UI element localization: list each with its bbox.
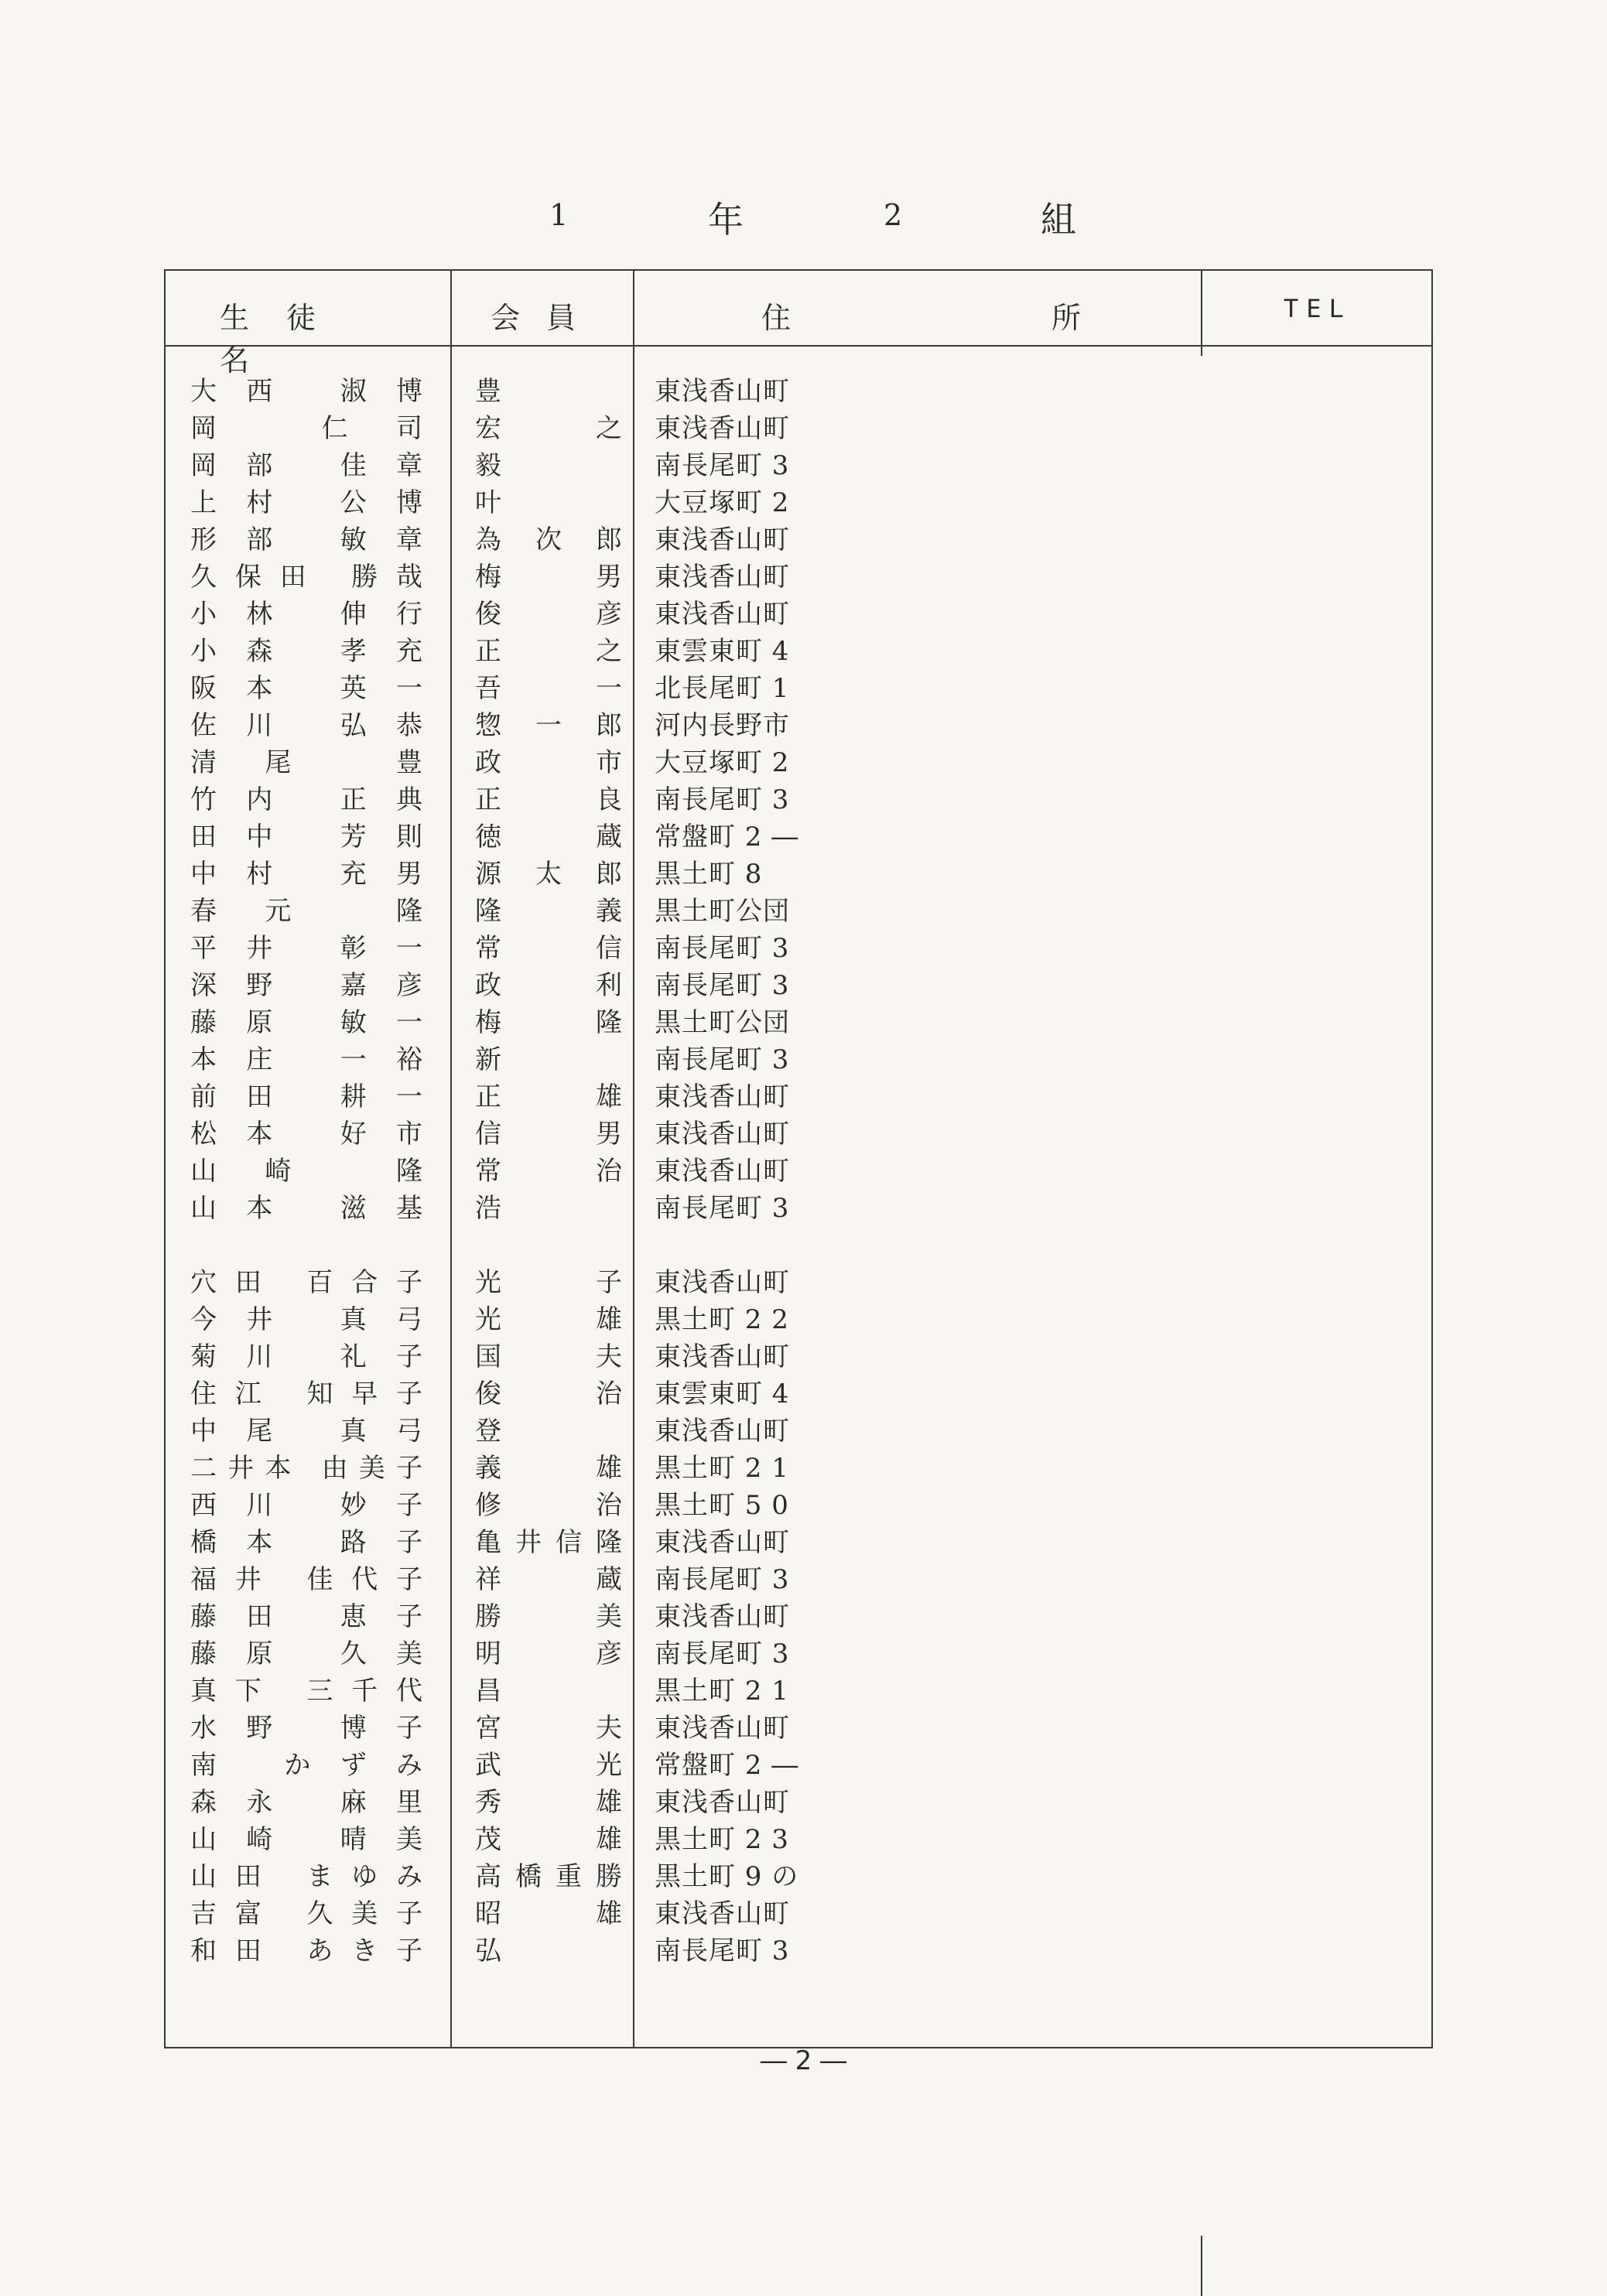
- column-divider: [1201, 271, 1202, 356]
- title-class: 2: [884, 198, 903, 232]
- parent-name: 常 信: [475, 933, 622, 964]
- parent-name: 徳 蔵: [475, 822, 622, 852]
- table-row: [166, 521, 1434, 559]
- parent-name: 宏 之: [475, 413, 622, 444]
- student-name: 田中 芳則: [190, 822, 422, 852]
- student-name: 岡部 佳章: [190, 450, 422, 481]
- parent-name: 浩: [475, 1193, 501, 1224]
- parent-name: 俊 彦: [475, 599, 622, 630]
- parent-name: 国 夫: [475, 1341, 622, 1372]
- student-name: 住江 知早子: [190, 1379, 422, 1409]
- header-parent: 会員: [491, 301, 603, 335]
- student-name: 藤原 久美: [190, 1638, 422, 1669]
- parent-name: 叶: [475, 487, 501, 518]
- parent-name: 毅: [475, 450, 501, 481]
- page-title: [0, 192, 1607, 241]
- student-name: 深野 嘉彦: [190, 970, 422, 1001]
- student-name: 真下 三千代: [190, 1676, 422, 1707]
- table-row: [166, 373, 1434, 410]
- parent-name: 登: [475, 1416, 501, 1447]
- student-name: 和田 あき子: [190, 1936, 422, 1966]
- student-name: 西川 妙子: [190, 1490, 422, 1521]
- table-row: [166, 1895, 1434, 1932]
- parent-name: 梅 男: [475, 562, 622, 593]
- student-name: 松本 好市: [190, 1119, 422, 1150]
- address: 黒土町 9 の: [655, 1861, 799, 1892]
- parent-name: 昌: [475, 1676, 501, 1707]
- table-row: [166, 1078, 1434, 1116]
- address: 黒土町公団: [655, 1007, 790, 1038]
- table-row: [166, 1153, 1434, 1190]
- address: 黒土町 2 1: [655, 1453, 789, 1484]
- address: 東浅香山町: [655, 1713, 790, 1744]
- parent-name: 光 雄: [475, 1304, 622, 1335]
- address: 東浅香山町: [655, 1119, 790, 1150]
- parent-name: 高橋重勝: [475, 1861, 622, 1892]
- table-row: [166, 1598, 1434, 1635]
- address: 南長尾町 3: [655, 1638, 790, 1669]
- student-name: 南 かずみ: [190, 1750, 422, 1781]
- student-name: 小林 伸行: [190, 599, 422, 630]
- address: 南長尾町 3: [655, 450, 790, 481]
- parent-name: 正 之: [475, 636, 622, 667]
- address: 東浅香山町: [655, 562, 790, 593]
- address: 東雲東町 4: [655, 1379, 790, 1409]
- student-name: 岡 仁司: [190, 413, 422, 444]
- address: 黒土町 8: [655, 859, 763, 890]
- table-row: [166, 1004, 1434, 1041]
- parent-name: 正 雄: [475, 1081, 622, 1112]
- table-row: [166, 967, 1434, 1004]
- table-row: [166, 1116, 1434, 1153]
- table-row: [166, 1858, 1434, 1895]
- parent-name: 宮 夫: [475, 1713, 622, 1744]
- address: 南長尾町 3: [655, 1044, 790, 1075]
- student-name: 穴田 百合子: [190, 1267, 422, 1298]
- address: 南長尾町 3: [655, 933, 790, 964]
- parent-name: 明 彦: [475, 1638, 622, 1669]
- student-name: 竹内 正典: [190, 784, 422, 815]
- table-row: [166, 1450, 1434, 1487]
- student-name: 山崎 晴美: [190, 1824, 422, 1855]
- table-row: [166, 1375, 1434, 1413]
- student-name: 中尾 真弓: [190, 1416, 422, 1447]
- student-name: 形部 敏章: [190, 524, 422, 555]
- table-row: [166, 1524, 1434, 1561]
- parent-name: 義 雄: [475, 1453, 622, 1484]
- student-name: 菊川 礼子: [190, 1341, 422, 1372]
- address: 黒土町 2 2: [655, 1304, 789, 1335]
- parent-name: 弘: [475, 1936, 501, 1966]
- student-name: 春元 隆: [190, 896, 422, 927]
- parent-name: 隆 義: [475, 896, 622, 927]
- address: 大豆塚町 2: [655, 747, 790, 778]
- table-row: [166, 818, 1434, 856]
- student-name: 平井 彰一: [190, 933, 422, 964]
- address: 東浅香山町: [655, 1267, 790, 1298]
- address: 黒土町 2 3: [655, 1824, 789, 1855]
- student-name: 橋本 路子: [190, 1527, 422, 1558]
- address: 東浅香山町: [655, 599, 790, 630]
- student-name: 前田 耕一: [190, 1081, 422, 1112]
- parent-name: 秀 雄: [475, 1787, 622, 1818]
- student-name: 山崎 隆: [190, 1156, 422, 1187]
- student-name: 二井本 由美子: [190, 1453, 422, 1484]
- student-name: 清尾 豊: [190, 747, 422, 778]
- address: 東浅香山町: [655, 1527, 790, 1558]
- student-name: 福井 佳代子: [190, 1564, 422, 1595]
- parent-name: 梅 隆: [475, 1007, 622, 1038]
- table-row: [166, 633, 1434, 670]
- table-row: [166, 1747, 1434, 1784]
- parent-name: 祥 蔵: [475, 1564, 622, 1595]
- address: 南長尾町 3: [655, 1564, 790, 1595]
- student-name: 阪本 英一: [190, 673, 422, 704]
- parent-name: 昭 雄: [475, 1898, 622, 1929]
- table-row: [166, 744, 1434, 781]
- address: 南長尾町 3: [655, 1193, 790, 1224]
- table-row: [166, 1821, 1434, 1858]
- table-row: [166, 1413, 1434, 1450]
- student-name: 大西 淑博: [190, 376, 422, 407]
- parent-name: 信 男: [475, 1119, 622, 1150]
- student-name: 久保田 勝哉: [190, 562, 422, 593]
- parent-name: 惣一郎: [475, 710, 622, 741]
- table-row: [166, 484, 1434, 521]
- table-row: [166, 596, 1434, 633]
- address: 北長尾町 1: [655, 673, 790, 704]
- address: 南長尾町 3: [655, 970, 790, 1001]
- address: 黒土町 2 1: [655, 1676, 789, 1707]
- address: 東浅香山町: [655, 1601, 790, 1632]
- parent-name: 武 光: [475, 1750, 622, 1781]
- table-row: [166, 447, 1434, 484]
- parent-name: 亀井信隆: [475, 1527, 622, 1558]
- parent-name: 常 治: [475, 1156, 622, 1187]
- parent-name: 為次郎: [475, 524, 622, 555]
- table-row: [166, 1487, 1434, 1524]
- student-name: 藤原 敏一: [190, 1007, 422, 1038]
- address: 東浅香山町: [655, 1081, 790, 1112]
- student-name: 小森 孝充: [190, 636, 422, 667]
- student-name: 森永 麻里: [190, 1787, 422, 1818]
- table-row: [166, 1672, 1434, 1710]
- address: 黒土町 5 0: [655, 1490, 789, 1521]
- roster-table: [164, 269, 1433, 2048]
- parent-name: 政 市: [475, 747, 622, 778]
- parent-name: 吾 一: [475, 673, 622, 704]
- student-name: 今井 真弓: [190, 1304, 422, 1335]
- student-name: 上村 公博: [190, 487, 422, 518]
- table-row: [166, 1784, 1434, 1821]
- parent-name: 政 利: [475, 970, 622, 1001]
- address: 東雲東町 4: [655, 636, 790, 667]
- parent-name: 俊 治: [475, 1379, 622, 1409]
- table-row: [166, 893, 1434, 930]
- parent-name: 源太郎: [475, 859, 622, 890]
- table-row: [166, 1301, 1434, 1338]
- title-kumi: 組: [1041, 199, 1076, 241]
- address: 常盤町 2 ―: [655, 822, 799, 852]
- address: 東浅香山町: [655, 413, 790, 444]
- student-name: 山田 まゆみ: [190, 1861, 422, 1892]
- table-row: [166, 410, 1434, 447]
- group-spacer: [166, 1227, 1434, 1264]
- header-address: 住: [761, 301, 792, 335]
- address: 河内長野市: [655, 710, 790, 741]
- address: 東浅香山町: [655, 1898, 790, 1929]
- parent-name: 茂 雄: [475, 1824, 622, 1855]
- parent-name: 光 子: [475, 1267, 622, 1298]
- roster-rows: [166, 373, 1434, 1970]
- table-row: [166, 1710, 1434, 1747]
- table-row: [166, 1561, 1434, 1598]
- table-row: [166, 1190, 1434, 1227]
- title-grade: 1: [549, 198, 569, 232]
- address: 南長尾町 3: [655, 784, 790, 815]
- page-number: ― 2 ―: [760, 2045, 847, 2076]
- parent-name: 修 治: [475, 1490, 622, 1521]
- address: 東浅香山町: [655, 524, 790, 555]
- address: 黒土町公団: [655, 896, 790, 927]
- table-row: [166, 707, 1434, 744]
- parent-name: 勝 美: [475, 1601, 622, 1632]
- address: 大豆塚町 2: [655, 487, 790, 518]
- column-divider: [1201, 2236, 1202, 2296]
- address: 東浅香山町: [655, 1787, 790, 1818]
- table-row: [166, 1338, 1434, 1375]
- table-row: [166, 1635, 1434, 1672]
- parent-name: 豊: [475, 376, 501, 407]
- header-address: 所: [1051, 301, 1082, 335]
- table-row: [166, 781, 1434, 818]
- address: 東浅香山町: [655, 376, 790, 407]
- table-row: [166, 1932, 1434, 1970]
- table-row: [166, 670, 1434, 707]
- address: 東浅香山町: [655, 1156, 790, 1187]
- student-name: 吉富 久美子: [190, 1898, 422, 1929]
- student-name: 水野 博子: [190, 1713, 422, 1744]
- student-name: 中村 充男: [190, 859, 422, 890]
- table-row: [166, 1041, 1434, 1078]
- header-tel: TEL: [1284, 294, 1352, 323]
- address: 南長尾町 3: [655, 1936, 790, 1966]
- student-name: 本庄 一裕: [190, 1044, 422, 1075]
- address: 東浅香山町: [655, 1341, 790, 1372]
- parent-name: 新: [475, 1044, 501, 1075]
- table-row: [166, 1264, 1434, 1301]
- title-nen: 年: [708, 199, 744, 241]
- address: 常盤町 2 ―: [655, 1750, 799, 1781]
- table-row: [166, 559, 1434, 596]
- student-name: 山本 滋基: [190, 1193, 422, 1224]
- header-student-name: 生徒名: [220, 301, 354, 378]
- student-name: 佐川 弘恭: [190, 710, 422, 741]
- table-row: [166, 930, 1434, 967]
- parent-name: 正 良: [475, 784, 622, 815]
- table-row: [166, 856, 1434, 893]
- address: 東浅香山町: [655, 1416, 790, 1447]
- student-name: 藤田 恵子: [190, 1601, 422, 1632]
